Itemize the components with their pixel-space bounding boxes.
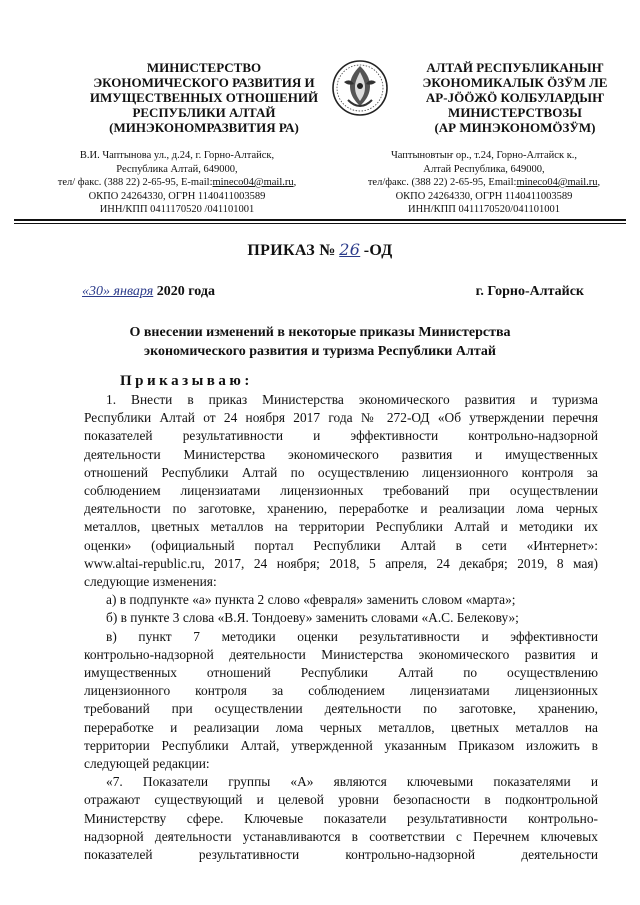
org-line: ЭКОНОМИЧЕСКОГО РАЗВИТИЯ И (93, 75, 315, 90)
org-line: АЛТАЙ РЕСПУБЛИКАНЫҤ (426, 60, 604, 75)
order-title-suffix: -ОД (363, 242, 393, 259)
email-link[interactable]: mineco04@mail.ru (516, 177, 598, 188)
punctuation: , (597, 177, 601, 188)
body-line: а) в подпункте «а» пункта 2 слово «февраля» заменить словом «марта»; (106, 592, 516, 608)
subject-line: О внесении изменений в некоторые приказы Министерства (129, 325, 511, 340)
date-year: 2020 года (156, 284, 215, 299)
org-line: ЭКОНОМИКАЛЫК ÖЗӰМ ЛЕ (422, 75, 608, 90)
body-line: деятельности Министерства экономического развития и имущественных (84, 446, 598, 462)
body-line: б) в пункте 3 слова «В.Я. Тондоеву» заменить словами «А.С. Белекову»; (106, 610, 519, 626)
org-line: АР-JÖÖЖÖ КОЛБУЛАРДЫҤ (425, 90, 605, 105)
subject-line: экономического развития и туризма Республики Алтай (144, 344, 496, 359)
order-title (0, 240, 640, 260)
order-body (84, 391, 598, 864)
order-date (82, 284, 215, 300)
body-line: контрольно-надзорной деятельности Министерства экономического развития и (84, 646, 598, 662)
address-block-russian (18, 149, 336, 217)
body-line: www.altai-republic.ru, 2017, 24 ноября; 2018, 5 апреля, 24 декабря; 2019, 8 мая) (84, 555, 598, 571)
date-handwritten: «30» января (82, 284, 154, 299)
body-line: 1. Внести в приказ Министерства экономического развития и туризма (106, 392, 598, 407)
contact-line (18, 176, 336, 190)
body-line: надзорной деятельности устанавливаются в соответствии с Перечнем ключевых (84, 828, 598, 844)
ministry-name-altai (404, 60, 626, 135)
body-line: территории Республики Алтай, утвержденной указанным Приказом изложить в (84, 737, 598, 753)
body-line: показателей результативности контрольно-надзорной деятельности (84, 847, 598, 863)
order-heading: Приказываю: (120, 373, 253, 389)
order-city: г. Горно-Алтайск (475, 284, 584, 299)
ministry-name-russian (84, 60, 324, 135)
address-line: ИНН/КПП 0411170520 /041101001 (99, 204, 255, 215)
body-line: требований при осуществлении деятельности по заготовке, хранению, (84, 701, 598, 717)
body-line: деятельности по заготовке, хранению, переработке и реализации лома черных (84, 501, 598, 517)
body-line: отражают существующий и целевой уровни безопасности в подконтрольной (84, 792, 598, 808)
body-line: Республики Алтай от 24 ноября 2017 года № 272-ОД «Об утверждении перечня (84, 410, 598, 426)
order-number-handwritten: 26 (339, 240, 361, 259)
org-line: МИНИСТЕРСТВОЗЫ (448, 105, 582, 120)
header-divider-thin (14, 223, 626, 224)
address-line: Республика Алтай, 649000, (116, 163, 238, 175)
body-line: имущественных отношений Республики Алтай по осуществлению (84, 665, 598, 681)
body-line: «7. Показатели группы «А» являются ключевыми показателями и (106, 774, 598, 790)
address-line: В.И. Чаптынова ул., д.24, г. Горно-Алтайск, (79, 150, 275, 161)
org-line: (АР МИНЭКОНОМÖЗӰМ) (434, 120, 596, 135)
order-title-prefix: ПРИКАЗ № (247, 242, 336, 259)
phone-text: тел/факс. (388 22) 2-65-95, Email: (367, 177, 517, 188)
contact-line (334, 176, 634, 190)
body-line: следующей редакции: (84, 756, 210, 772)
org-line: РЕСПУБЛИКИ АЛТАЙ (132, 105, 276, 120)
body-line: в) пункт 7 методики оценки результативности и эффективности (106, 628, 598, 644)
body-line: отношений Республики Алтай по осуществлению лицензионного контроля за (84, 464, 598, 480)
order-subject (0, 323, 640, 361)
body-line: оценки» (официальный портал Республики Алтай в сети «Интернет»: (84, 537, 598, 553)
address-line: ОКПО 24264330, ОГРН 1140411003589 (395, 190, 573, 202)
address-line: Чаптыновтыҥ ор., т.24, Горно-Алтайск к., (390, 150, 578, 161)
body-line: металлов, цветных металлов на территории Республики Алтай и методики их (84, 519, 598, 535)
org-line: МИНИСТЕРСТВО (146, 60, 262, 75)
org-line: (МИНЭКОНОМРАЗВИТИЯ РА) (109, 120, 299, 135)
body-line: переработке и реализации лома черных металлов, цветных металлов на (84, 719, 598, 735)
address-line: ОКПО 24264330, ОГРН 1140411003589 (88, 190, 266, 202)
header-divider-thick (14, 219, 626, 221)
address-block-altai (334, 149, 634, 217)
phone-text: тел/ факс. (388 22) 2-65-95, E-mail: (57, 177, 213, 188)
body-line: показателей результативности и эффективности контрольно-надзорной (84, 428, 598, 444)
body-line: соблюдением лицензиатами лицензионных требований при осуществлении (84, 483, 598, 499)
email-link[interactable]: mineco04@mail.ru (212, 177, 294, 188)
body-line: Министерству сфере. Ключевые показатели результативности контрольно- (84, 810, 598, 826)
body-line: следующие изменения: (84, 574, 217, 590)
coat-of-arms-emblem (330, 56, 390, 120)
org-line: ИМУЩЕСТВЕННЫХ ОТНОШЕНИЙ (89, 90, 319, 105)
address-line: ИНН/КПП 0411170520/041101001 (408, 204, 560, 215)
address-line: Алтай Республика, 649000, (423, 163, 545, 175)
body-line: лицензионного контроля за соблюдением лицензиатами лицензионных (84, 683, 598, 699)
punctuation: , (293, 177, 297, 188)
